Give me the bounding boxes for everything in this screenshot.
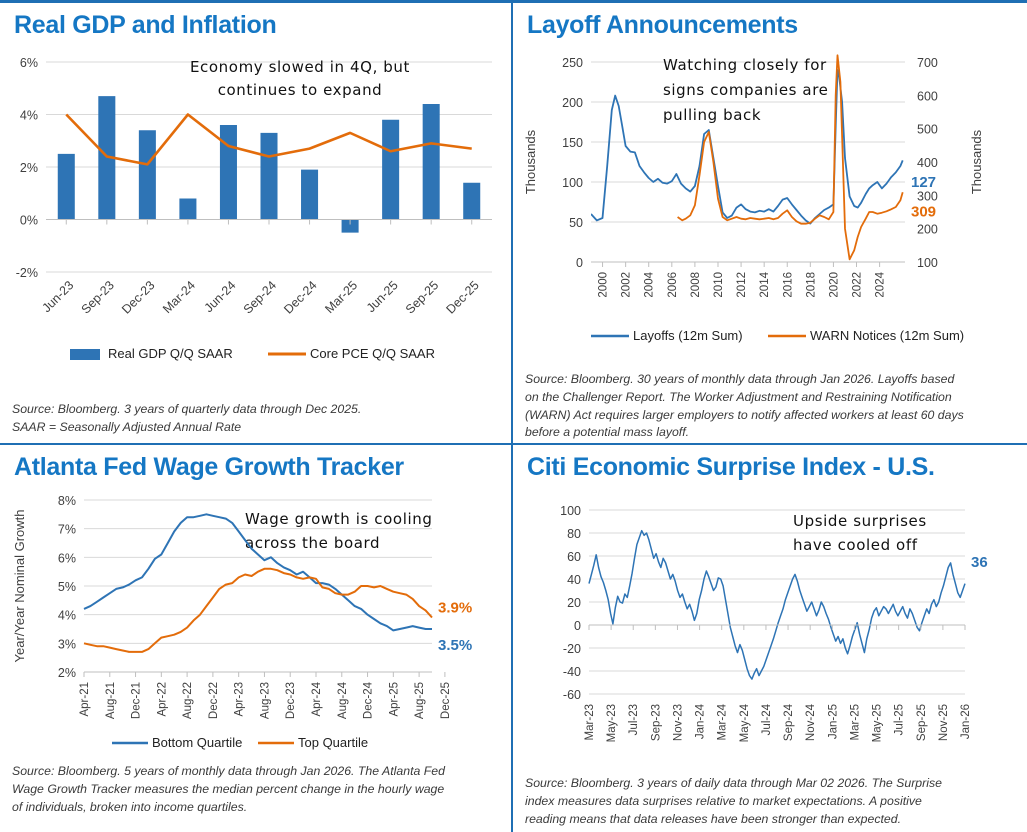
source-line: (WARN) Act requires larger employers to notify affected workers at least 60 days bbox=[525, 407, 964, 422]
x-axis-tick-label: Apr-25 bbox=[388, 681, 401, 717]
y-axis-tick-label: 100 bbox=[562, 175, 583, 190]
bar bbox=[260, 133, 277, 220]
y-axis-tick-label: 5% bbox=[57, 579, 76, 594]
x-axis-tick-label: Nov-25 bbox=[937, 703, 950, 741]
x-axis-tick-label: Aug-21 bbox=[104, 681, 117, 719]
x-axis-tick-label: Nov-23 bbox=[672, 703, 685, 741]
y2-axis-tick-label: 600 bbox=[917, 89, 938, 104]
layoffs-chart-svg bbox=[513, 40, 1025, 360]
y-axis-tick-label: 8% bbox=[57, 493, 76, 508]
bar bbox=[382, 120, 399, 220]
panel-layoff-announcements bbox=[513, 0, 1027, 445]
y2-axis-tick-label: 500 bbox=[917, 122, 938, 137]
source-note-citi bbox=[525, 775, 1019, 828]
chart-wage bbox=[0, 482, 511, 782]
annotation-line: Wage growth is cooling bbox=[245, 509, 433, 528]
source-line: Source: Bloomberg. 5 years of monthly data through Jan 2026. The Atlanta Fed bbox=[12, 764, 445, 778]
x-axis-tick-label: Mar-25 bbox=[322, 277, 361, 316]
x-axis-tick-label: Jan-26 bbox=[960, 703, 972, 739]
annotation-line: pulling back bbox=[663, 105, 762, 124]
bar bbox=[58, 154, 75, 220]
y-axis-tick-label: 6% bbox=[19, 55, 38, 70]
source-line: Wage Growth Tracker measures the median percent change in the hourly wage bbox=[12, 781, 445, 796]
panel-atlanta-fed-wage-growth-tracker bbox=[0, 445, 513, 832]
page-title-wage: Atlanta Fed Wage Growth Tracker bbox=[14, 453, 404, 481]
annotation-line: Watching closely for bbox=[663, 55, 827, 74]
y-axis-tick-label: 6% bbox=[57, 551, 76, 566]
annotation-line: across the board bbox=[245, 533, 381, 552]
x-axis-tick-label: Sep-23 bbox=[78, 277, 117, 317]
x-axis-tick-label: Sep-23 bbox=[650, 703, 663, 741]
x-axis-tick-label: May-23 bbox=[606, 703, 619, 743]
source-line: on the Challenger Report. The Worker Adjustment and Restraining Notification bbox=[525, 389, 952, 404]
x-axis-tick-label: Mar-23 bbox=[584, 703, 596, 741]
y-axis-tick-label: 50 bbox=[569, 215, 583, 230]
x-axis-tick-label: 2006 bbox=[666, 271, 679, 298]
legend-label: Bottom Quartile bbox=[152, 734, 243, 750]
x-axis-tick-label: May-24 bbox=[738, 703, 751, 743]
x-axis-tick-label: Aug-23 bbox=[259, 681, 272, 719]
wage-chart-svg bbox=[0, 482, 505, 782]
y-axis-tick-label: 3% bbox=[57, 637, 76, 652]
panel-real-gdp-and-inflation bbox=[0, 0, 513, 445]
y-axis-tick-label: 150 bbox=[562, 135, 583, 150]
source-line: reading means that data releases have been stronger than expected. bbox=[525, 811, 901, 826]
x-axis-tick-label: Jan-25 bbox=[827, 703, 840, 739]
annotation-line: Upside surprises bbox=[793, 511, 927, 530]
x-axis-tick-label: Sep-24 bbox=[783, 703, 796, 741]
annotation-line: have cooled off bbox=[793, 535, 918, 554]
y2-axis-tick-label: 200 bbox=[917, 222, 938, 237]
bar bbox=[423, 104, 440, 220]
source-line: Source: Bloomberg. 30 years of monthly data through Jan 2026. Layoffs based bbox=[525, 372, 955, 386]
x-axis-tick-label: Apr-24 bbox=[311, 681, 323, 717]
chart-citi bbox=[513, 482, 1027, 782]
source-line: Source: Bloomberg. 3 years of quarterly data through Dec 2025. bbox=[12, 402, 362, 416]
x-axis-tick-label: Jan-24 bbox=[694, 703, 707, 739]
x-axis-tick-label: 2014 bbox=[759, 271, 772, 298]
x-axis-tick-label: Dec-24 bbox=[281, 277, 320, 317]
y-axis-tick-label: 100 bbox=[560, 503, 581, 518]
y-axis-tick-label: -60 bbox=[562, 687, 581, 702]
x-axis-tick-label: 2024 bbox=[874, 271, 887, 298]
chart-gdp bbox=[0, 40, 511, 380]
bar bbox=[179, 198, 196, 219]
y-axis-tick-label: 40 bbox=[567, 572, 581, 587]
citi-chart-svg bbox=[513, 482, 1025, 782]
chart-layoffs bbox=[513, 40, 1027, 360]
y-axis-tick-label: 20 bbox=[567, 595, 581, 610]
end-value-label: 3.9% bbox=[438, 599, 473, 617]
x-axis-tick-label: Sep-25 bbox=[915, 703, 928, 741]
x-axis-tick-label: 2012 bbox=[736, 271, 749, 298]
source-line: before a potential mass layoff. bbox=[525, 425, 690, 440]
y-axis-tick-label: 0% bbox=[19, 213, 38, 228]
y-axis-tick-label: -20 bbox=[562, 641, 581, 656]
y-axis-tick-label: 0 bbox=[574, 618, 581, 633]
x-axis-tick-label: Jun-25 bbox=[363, 277, 401, 315]
source-line: Source: Bloomberg. 3 years of daily data through Mar 02 2026. The Surprise bbox=[525, 776, 942, 790]
y2-axis-tick-label: 300 bbox=[917, 189, 938, 204]
source-note-layoffs bbox=[525, 371, 1019, 442]
x-axis-tick-label: Dec-22 bbox=[207, 681, 220, 719]
y-axis-tick-label: 7% bbox=[57, 522, 76, 537]
x-axis-tick-label: Jun-24 bbox=[201, 277, 239, 315]
x-axis-tick-label: Mar-24 bbox=[160, 277, 199, 316]
x-axis-tick-label: Jul-23 bbox=[628, 703, 641, 736]
legend-label: WARN Notices (12m Sum) bbox=[810, 327, 965, 343]
y-axis-tick-label: 80 bbox=[567, 526, 581, 541]
annotation-line: continues to expand bbox=[217, 80, 383, 99]
bar bbox=[139, 130, 156, 219]
x-axis-tick-label: Apr-21 bbox=[79, 681, 91, 717]
x-axis-tick-label: Nov-24 bbox=[805, 703, 818, 741]
source-note-gdp bbox=[12, 401, 503, 437]
source-line: of individuals, broken into income quartiles. bbox=[12, 799, 248, 814]
x-axis-tick-label: Jun-23 bbox=[39, 277, 77, 315]
page-title-citi: Citi Economic Surprise Index - U.S. bbox=[527, 453, 935, 481]
page-title-gdp: Real GDP and Inflation bbox=[14, 11, 277, 39]
annotation-line: signs companies are bbox=[663, 80, 829, 99]
bar bbox=[463, 183, 480, 220]
source-line: index measures data surprises relative to market expectations. A positive bbox=[525, 793, 922, 808]
x-axis-tick-label: Mar-25 bbox=[849, 703, 862, 741]
end-value-label: 309 bbox=[911, 203, 937, 221]
legend-label: Layoffs (12m Sum) bbox=[633, 327, 743, 343]
y2-axis-title: Thousands bbox=[969, 129, 984, 194]
y2-axis-tick-label: 700 bbox=[917, 55, 938, 70]
x-axis-tick-label: Aug-24 bbox=[336, 681, 349, 719]
x-axis-tick-label: 2016 bbox=[782, 271, 795, 298]
x-axis-tick-label: Sep-25 bbox=[402, 277, 442, 317]
end-value-label: 127 bbox=[911, 173, 937, 191]
end-value-label: 3.5% bbox=[438, 636, 473, 654]
x-axis-tick-label: May-25 bbox=[871, 703, 884, 743]
y-axis-tick-label: 2% bbox=[57, 665, 76, 680]
x-axis-tick-label: 2022 bbox=[851, 271, 864, 298]
x-axis-tick-label: 2004 bbox=[643, 271, 656, 298]
x-axis-tick-label: 2008 bbox=[689, 271, 702, 298]
y-axis-tick-label: 200 bbox=[562, 95, 583, 110]
y2-axis-tick-label: 100 bbox=[917, 255, 938, 270]
x-axis-tick-label: 2018 bbox=[805, 271, 818, 298]
legend-label: Real GDP Q/Q SAAR bbox=[108, 345, 233, 361]
y-axis-tick-label: 0 bbox=[576, 255, 583, 270]
y-axis-tick-label: -40 bbox=[562, 664, 581, 679]
bar bbox=[301, 169, 318, 219]
gdp-chart-svg bbox=[0, 40, 505, 380]
end-value-label: 36 bbox=[971, 553, 988, 571]
x-axis-tick-label: Jul-24 bbox=[760, 703, 773, 736]
x-axis-tick-label: Apr-22 bbox=[156, 681, 169, 717]
x-axis-tick-label: Sep-24 bbox=[240, 277, 280, 317]
x-axis-tick-label: 2002 bbox=[620, 271, 633, 298]
y-axis-tick-label: 60 bbox=[567, 549, 581, 564]
x-axis-tick-label: Dec-25 bbox=[439, 681, 452, 719]
x-axis-tick-label: Aug-25 bbox=[414, 681, 427, 719]
source-line: SAAR = Seasonally Adjusted Annual Rate bbox=[12, 419, 242, 434]
y-axis-tick-label: 2% bbox=[19, 160, 38, 175]
y-axis-tick-label: 4% bbox=[57, 608, 76, 623]
x-axis-tick-label: Aug-22 bbox=[182, 681, 195, 719]
bar bbox=[220, 125, 237, 220]
y-axis-tick-label: 4% bbox=[19, 108, 38, 123]
x-axis-tick-label: Apr-23 bbox=[233, 681, 246, 717]
legend-swatch-bar bbox=[70, 349, 100, 360]
x-axis-tick-label: Dec-24 bbox=[362, 681, 375, 719]
x-axis-tick-label: Jul-25 bbox=[893, 703, 906, 736]
x-axis-tick-label: Dec-23 bbox=[285, 681, 298, 719]
page-title-layoffs: Layoff Announcements bbox=[527, 11, 798, 39]
y2-axis-tick-label: 400 bbox=[917, 155, 938, 170]
y-axis-tick-label: 250 bbox=[562, 55, 583, 70]
x-axis-tick-label: Dec-25 bbox=[443, 277, 482, 317]
y-axis-tick-label: -2% bbox=[15, 265, 38, 280]
x-axis-tick-label: Mar-24 bbox=[716, 703, 729, 741]
x-axis-tick-label: 2010 bbox=[712, 271, 725, 298]
x-axis-tick-label: 2000 bbox=[597, 271, 610, 298]
line-series bbox=[84, 569, 432, 652]
legend-label: Top Quartile bbox=[298, 734, 369, 750]
source-note-wage bbox=[12, 763, 503, 816]
y-axis-title: Year/Year Nominal Growth bbox=[12, 509, 27, 663]
panel-citi-economic-surprise-index bbox=[513, 445, 1027, 832]
x-axis-tick-label: Dec-21 bbox=[130, 681, 143, 719]
legend-label: Core PCE Q/Q SAAR bbox=[310, 345, 435, 361]
x-axis-tick-label: 2020 bbox=[828, 271, 841, 298]
x-axis-tick-label: Dec-23 bbox=[119, 277, 158, 317]
y-axis-title: Thousands bbox=[523, 129, 538, 194]
annotation-line: Economy slowed in 4Q, but bbox=[189, 57, 411, 76]
